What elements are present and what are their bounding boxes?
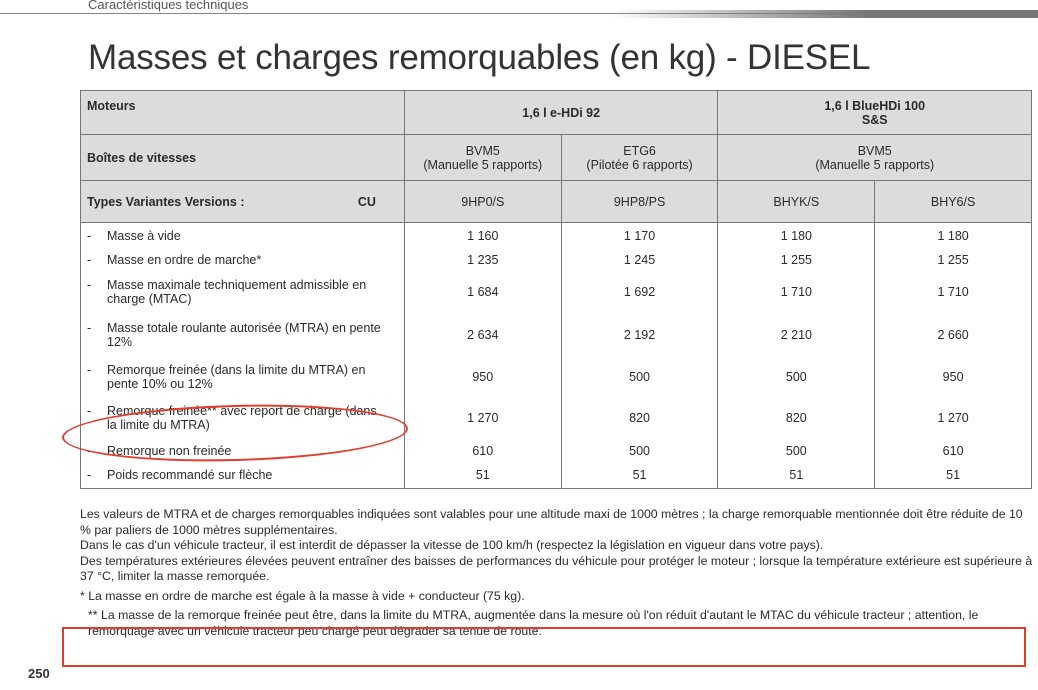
row-dash: -	[87, 362, 92, 377]
note-footnote-2: ** La masse de la remorque freinée peut être, dans la limite du MTRA, augmentée dans la mesure où l'on réduit d'autant le MTAC du véhicule tracteur ; attention, le remorquage avec un véhicule tracteur peu chargé peut dégrader sa tenue de route.	[88, 608, 979, 638]
row-value: 51	[875, 463, 1032, 489]
engine-2-name: 1,6 l BlueHDi 100	[824, 98, 926, 113]
page-title: Masses et charges remorquables (en kg) - DIESEL	[88, 38, 871, 77]
row-dash: -	[87, 403, 92, 418]
row-value: 1 710	[718, 271, 875, 313]
row-dash: -	[87, 468, 92, 483]
types-label-cell	[81, 181, 405, 223]
notes-block	[80, 507, 1035, 639]
row-label: Remorque non freinée	[107, 443, 232, 458]
header-shade-bar	[610, 10, 1038, 18]
note-footnote-1: * La masse en ordre de marche est égale à la masse à vide + conducteur (75 kg).	[80, 588, 525, 603]
row-label-cell	[81, 357, 405, 397]
table-row	[81, 249, 1032, 271]
row-value: 820	[561, 397, 718, 439]
engines-header-row	[81, 91, 1032, 135]
version-2: 9HP8/PS	[561, 181, 718, 223]
note-temperature: Des températures extérieures élevées peuvent entraîner des baisses de performances du véhicule pour protéger le moteur ; lorsque la température extérieure est supérieure à 37 °C, limiter la masse remorquée.	[80, 553, 1033, 583]
gearbox-3-code: BVM5	[857, 143, 892, 158]
row-label: Masse totale roulante autorisée (MTRA) en pente 12%	[107, 320, 381, 349]
gearbox-1-desc: (Manuelle 5 rapports)	[423, 157, 543, 172]
row-label: Masse maximale techniquement admissible en charge (MTAC)	[107, 277, 367, 306]
gearbox-3	[718, 135, 1032, 181]
row-value: 2 634	[404, 313, 561, 357]
table-row	[81, 223, 1032, 249]
row-value: 1 270	[404, 397, 561, 439]
version-1: 9HP0/S	[404, 181, 561, 223]
cu-label: CU	[357, 194, 376, 209]
table-row	[81, 357, 1032, 397]
note-speed: Dans le cas d'un véhicule tracteur, il est interdit de dépasser la vitesse de 100 km/h (respectez la législation en vigueur dans votre pays).	[80, 538, 824, 552]
row-label-cell	[81, 223, 405, 249]
engine-2	[718, 91, 1032, 135]
gearbox-2-desc: (Pilotée 6 rapports)	[586, 157, 693, 172]
row-value: 1 180	[875, 223, 1032, 249]
gearbox-1	[404, 135, 561, 181]
table-row	[81, 313, 1032, 357]
gearbox-2-code: ETG6	[623, 143, 656, 158]
row-label: Remorque freinée** avec report de charge (dans la limite du MTRA)	[107, 403, 377, 432]
row-value: 1 684	[404, 271, 561, 313]
row-value: 1 245	[561, 249, 718, 271]
types-label: Types Variantes Versions :	[87, 194, 245, 209]
gearbox-3-desc: (Manuelle 5 rapports)	[815, 157, 935, 172]
engine-1: 1,6 l e-HDi 92	[404, 91, 718, 135]
gearbox-1-code: BVM5	[465, 143, 500, 158]
engine-2-suffix: S&S	[861, 112, 888, 127]
row-value: 1 692	[561, 271, 718, 313]
row-value: 950	[875, 357, 1032, 397]
row-value: 500	[561, 357, 718, 397]
row-value: 950	[404, 357, 561, 397]
row-value: 2 192	[561, 313, 718, 357]
row-label-cell	[81, 249, 405, 271]
row-value: 51	[718, 463, 875, 489]
version-3: BHYK/S	[718, 181, 875, 223]
row-value: 500	[718, 439, 875, 463]
row-value: 51	[404, 463, 561, 489]
row-value: 2 660	[875, 313, 1032, 357]
row-value: 610	[875, 439, 1032, 463]
row-label: Masse en ordre de marche*	[107, 252, 262, 267]
row-dash: -	[87, 252, 92, 267]
row-value: 51	[561, 463, 718, 489]
row-value: 820	[718, 397, 875, 439]
row-label: Remorque freinée (dans la limite du MTRA) en pente 10% ou 12%	[107, 362, 366, 391]
row-dash: -	[87, 443, 92, 458]
row-label: Masse à vide	[107, 228, 181, 243]
boites-label: Boîtes de vitesses	[81, 135, 405, 181]
page-number: 250	[28, 666, 50, 681]
note-altitude: Les valeurs de MTRA et de charges remorquables indiquées sont valables pour une altitude maxi de 1000 mètres ; la charge remorquable mentionnée doit être réduite de 10 % par paliers de 1000 mètres supplémentaires.	[80, 507, 1023, 537]
table-row	[81, 463, 1032, 489]
row-value: 1 170	[561, 223, 718, 249]
row-value: 1 710	[875, 271, 1032, 313]
row-dash: -	[87, 277, 92, 292]
row-label-cell	[81, 313, 405, 357]
section-header: Caractéristiques techniques	[88, 0, 249, 12]
row-value: 1 160	[404, 223, 561, 249]
highlight-box	[62, 627, 1026, 667]
versions-header-row	[81, 181, 1032, 223]
row-value: 500	[718, 357, 875, 397]
row-dash: -	[87, 320, 92, 335]
version-4: BHY6/S	[875, 181, 1032, 223]
row-label-cell	[81, 463, 405, 489]
row-dash: -	[87, 228, 92, 243]
gearbox-header-row	[81, 135, 1032, 181]
row-value: 1 255	[875, 249, 1032, 271]
row-value: 2 210	[718, 313, 875, 357]
row-value: 500	[561, 439, 718, 463]
row-value: 1 180	[718, 223, 875, 249]
table-row	[81, 271, 1032, 313]
row-value: 610	[404, 439, 561, 463]
row-value: 1 255	[718, 249, 875, 271]
row-label-cell	[81, 271, 405, 313]
moteurs-label: Moteurs	[81, 91, 405, 135]
row-label: Poids recommandé sur flèche	[107, 468, 273, 483]
row-value: 1 270	[875, 397, 1032, 439]
gearbox-2	[561, 135, 718, 181]
row-value: 1 235	[404, 249, 561, 271]
